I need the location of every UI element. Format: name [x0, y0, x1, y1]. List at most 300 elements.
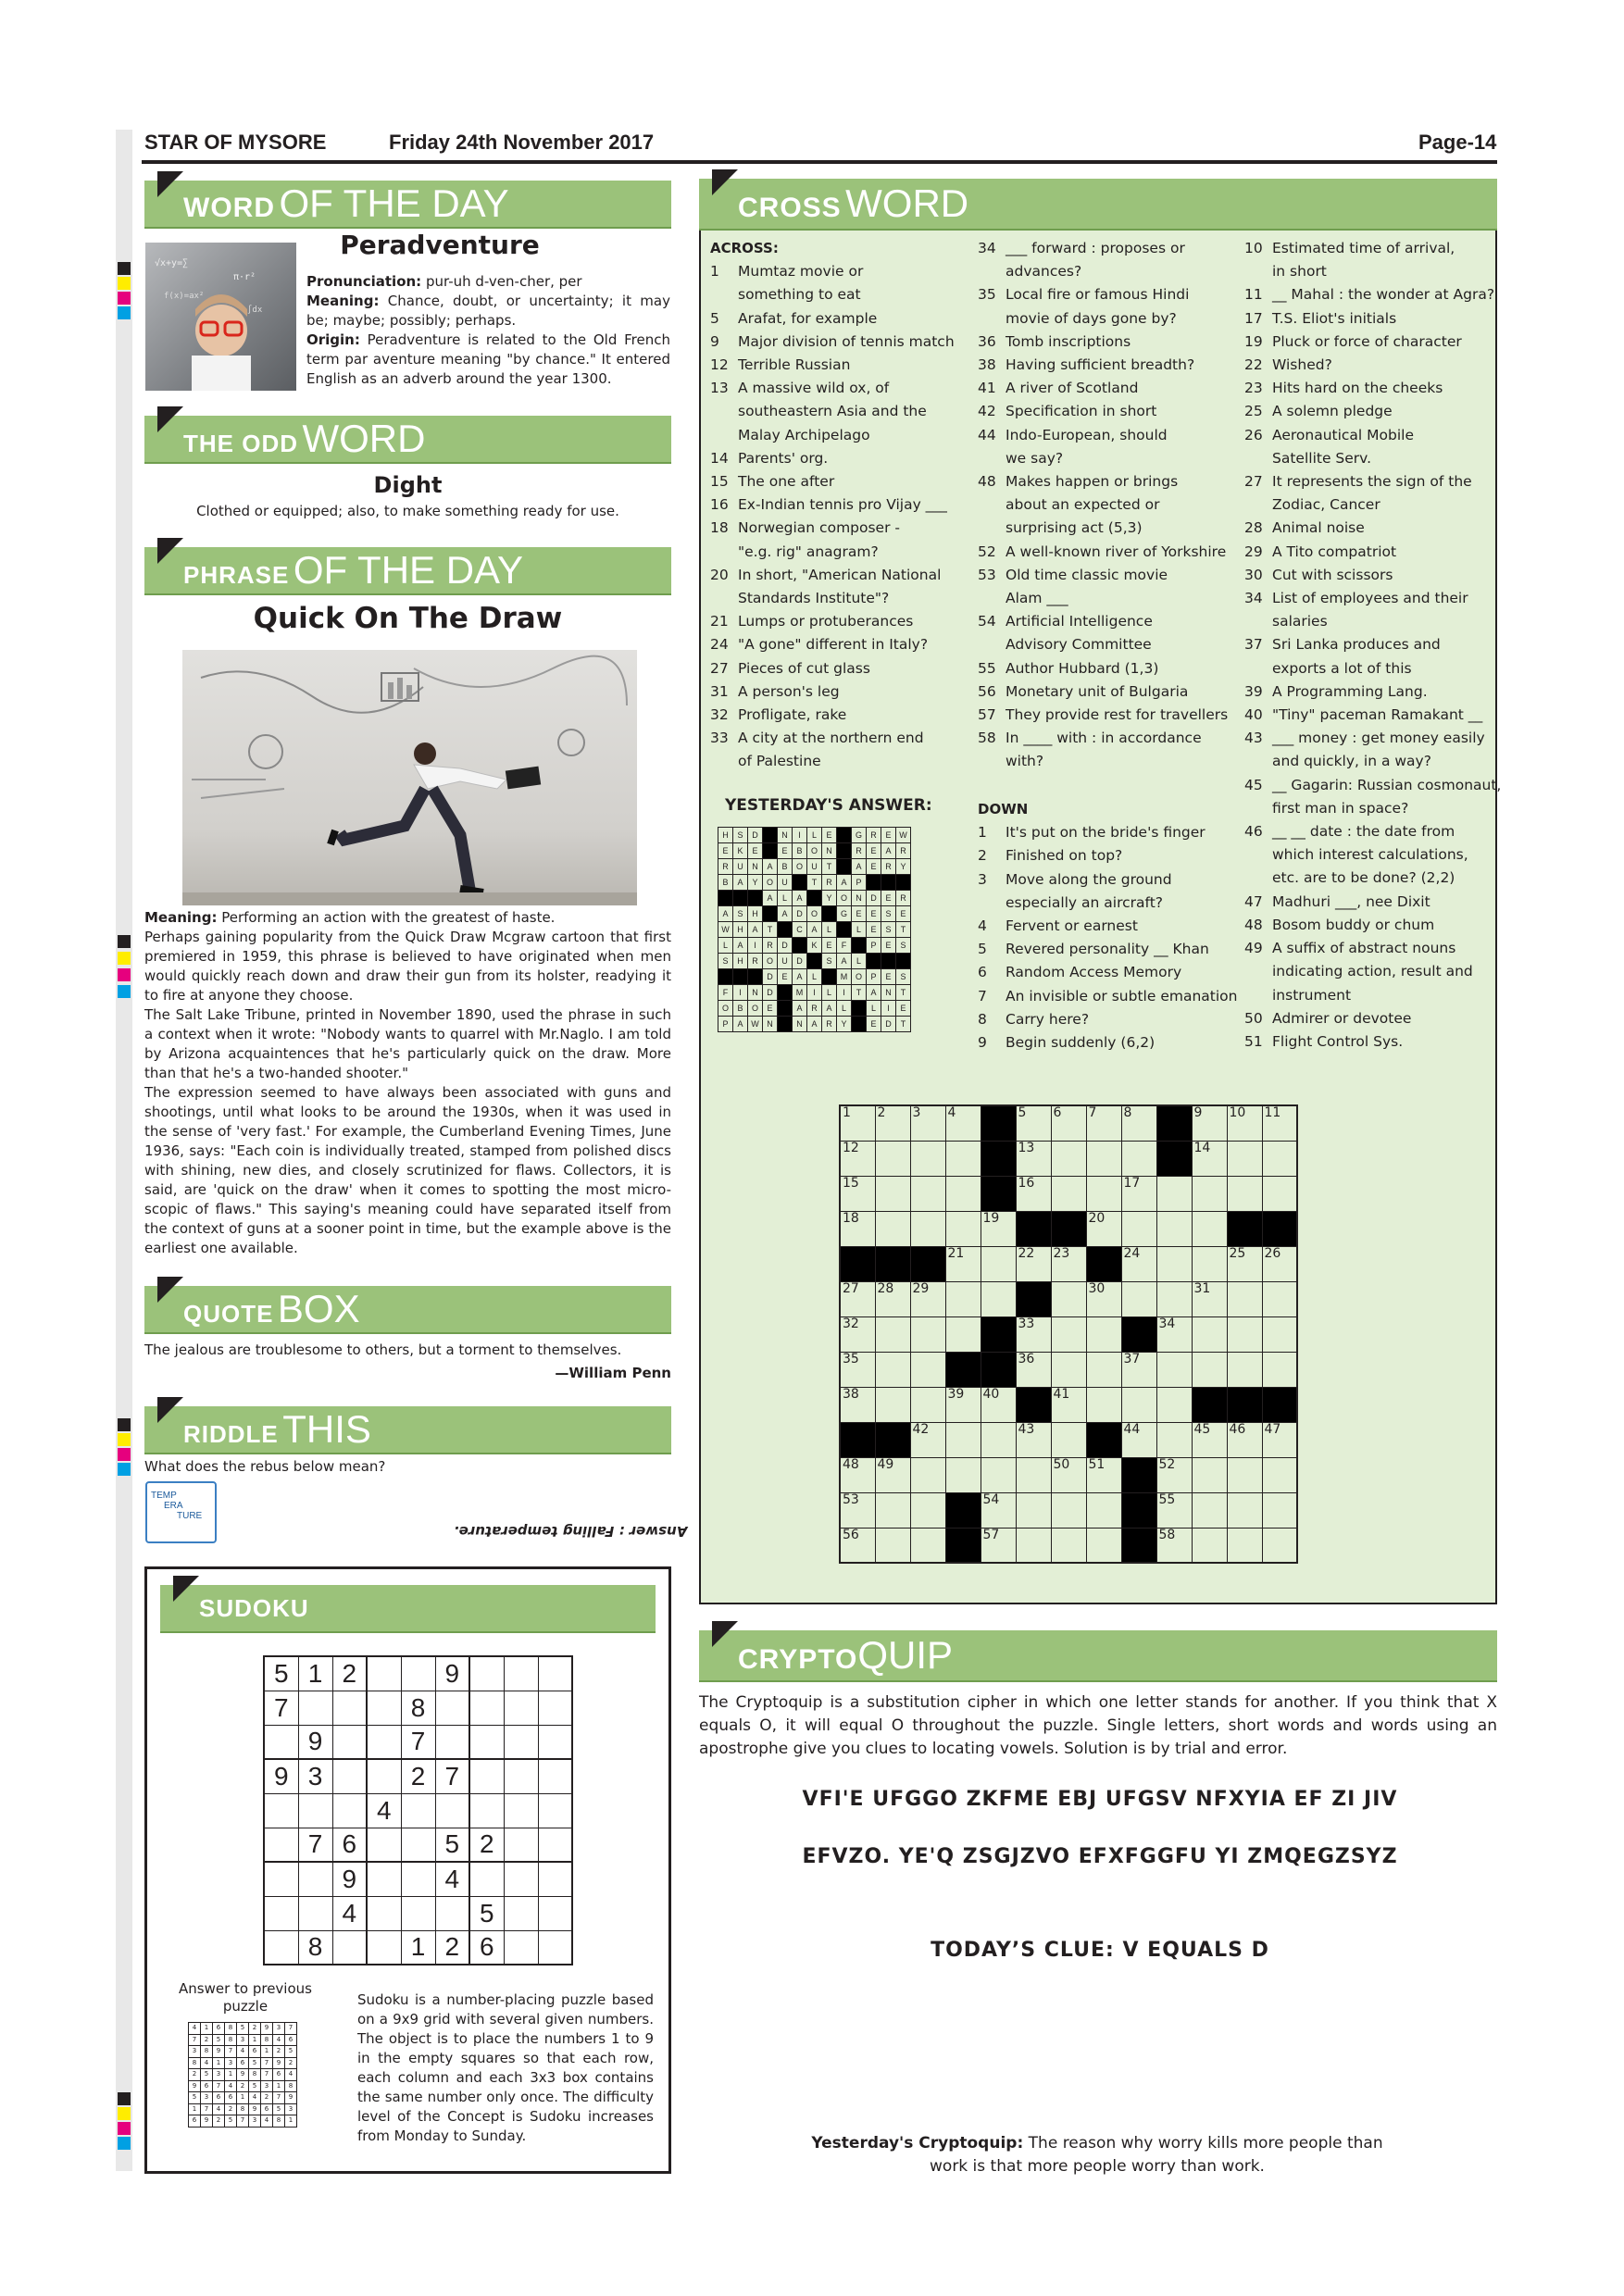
- crossword-cell[interactable]: 9: [1192, 1105, 1227, 1141]
- crossword-cell[interactable]: 49: [875, 1457, 910, 1492]
- answer-cell: E: [896, 1001, 911, 1017]
- sudoku-cell[interactable]: [538, 1793, 572, 1828]
- sudoku-cell[interactable]: [504, 1862, 538, 1896]
- crossword-cell[interactable]: 22: [1016, 1246, 1051, 1281]
- sudoku-cell[interactable]: [332, 1725, 367, 1759]
- sudoku-cell[interactable]: [332, 1759, 367, 1793]
- crossword-cell[interactable]: 10: [1227, 1105, 1262, 1141]
- clue-number: 52: [978, 543, 996, 560]
- sudoku-cell[interactable]: [401, 1828, 435, 1862]
- sudoku-cell[interactable]: [332, 1691, 367, 1725]
- cryptoquip-line-1: VFI'E UFGGO ZKFME EBJ UFGSV NFXYIA EF ZI JIV: [802, 1788, 1398, 1811]
- crossword-cell[interactable]: [1086, 1352, 1121, 1387]
- answer-cell: R: [807, 1001, 822, 1017]
- sudoku-cell[interactable]: 5: [264, 1656, 298, 1691]
- crossword-cell[interactable]: [945, 1211, 981, 1246]
- sudoku-cell[interactable]: 2: [401, 1759, 435, 1793]
- crossword-cell[interactable]: [1262, 1281, 1297, 1316]
- sudoku-cell: 3: [273, 2023, 285, 2035]
- crossword-cell[interactable]: [1016, 1492, 1051, 1528]
- crossword-block-cell: [1086, 1422, 1121, 1457]
- sudoku-cell[interactable]: [504, 1793, 538, 1828]
- crossword-cell[interactable]: 18: [840, 1211, 875, 1246]
- sudoku-cell[interactable]: 7: [298, 1828, 332, 1862]
- answer-cell: [896, 875, 911, 891]
- answer-cell: P: [867, 969, 881, 985]
- clue-number: 43: [1244, 730, 1263, 747]
- sudoku-cell: 5: [201, 2069, 213, 2081]
- sudoku-cell[interactable]: [538, 1896, 572, 1930]
- crossword-cell[interactable]: 35: [840, 1352, 875, 1387]
- crossword-cell[interactable]: [1156, 1176, 1192, 1211]
- sudoku-cell[interactable]: [367, 1691, 401, 1725]
- sudoku-cell[interactable]: 2: [332, 1656, 367, 1691]
- crossword-cell[interactable]: [945, 1422, 981, 1457]
- crossword-cell[interactable]: 48: [840, 1457, 875, 1492]
- sudoku-cell[interactable]: 5: [435, 1828, 469, 1862]
- crossword-cell[interactable]: 31: [1192, 1281, 1227, 1316]
- sudoku-cell[interactable]: [401, 1862, 435, 1896]
- crossword-block-cell: [1051, 1211, 1086, 1246]
- sudoku-cell[interactable]: 7: [435, 1759, 469, 1793]
- sudoku-cell[interactable]: 9: [435, 1656, 469, 1691]
- crossword-cell[interactable]: 19: [981, 1211, 1016, 1246]
- sudoku-cell[interactable]: 7: [264, 1691, 298, 1725]
- crossword-cell[interactable]: [1051, 1492, 1086, 1528]
- sudoku-cell[interactable]: 9: [264, 1759, 298, 1793]
- answer-cell: [748, 891, 763, 906]
- answer-cell: [763, 843, 778, 859]
- crossword-cell[interactable]: [1192, 1176, 1227, 1211]
- crossword-cell[interactable]: [910, 1457, 945, 1492]
- sudoku-cell[interactable]: [367, 1896, 401, 1930]
- clue-number: 13: [710, 380, 729, 397]
- crossword-cell[interactable]: 11: [1262, 1105, 1297, 1141]
- crossword-cell[interactable]: [910, 1211, 945, 1246]
- sudoku-cell[interactable]: 4: [332, 1896, 367, 1930]
- sudoku-cell[interactable]: [435, 1725, 469, 1759]
- crossword-cell[interactable]: [875, 1528, 910, 1563]
- crossword-cell[interactable]: [1156, 1246, 1192, 1281]
- sudoku-cell[interactable]: 4: [435, 1862, 469, 1896]
- crossword-cell[interactable]: [1121, 1211, 1156, 1246]
- crossword-cell[interactable]: 39: [945, 1387, 981, 1422]
- crossword-cell[interactable]: [1051, 1528, 1086, 1563]
- crossword-cell[interactable]: [875, 1176, 910, 1211]
- crossword-cell[interactable]: [1192, 1211, 1227, 1246]
- sudoku-cell[interactable]: 6: [469, 1930, 504, 1965]
- clue-number: 9: [710, 332, 719, 350]
- clue-line: 49 A suffix of abstract nouns: [1244, 937, 1501, 960]
- crossword-cell[interactable]: [1262, 1316, 1297, 1352]
- crossword-cell[interactable]: [1227, 1457, 1262, 1492]
- crossword-cell[interactable]: [875, 1141, 910, 1176]
- sudoku-bar: SUDOKU: [160, 1585, 656, 1633]
- sudoku-cell[interactable]: 9: [332, 1862, 367, 1896]
- sudoku-cell[interactable]: [435, 1793, 469, 1828]
- sudoku-cell[interactable]: [264, 1725, 298, 1759]
- clue-line: 15 The one after: [710, 470, 955, 493]
- crossword-block-cell: [945, 1528, 981, 1563]
- crossword-cell[interactable]: [1086, 1492, 1121, 1528]
- crossword-cell[interactable]: [910, 1176, 945, 1211]
- answer-cell: E: [718, 843, 733, 859]
- sudoku-cell[interactable]: [469, 1725, 504, 1759]
- crossword-cell[interactable]: 40: [981, 1387, 1016, 1422]
- crossword-cell[interactable]: 12: [840, 1141, 875, 1176]
- crossword-cell[interactable]: 25: [1227, 1246, 1262, 1281]
- sudoku-cell[interactable]: [469, 1862, 504, 1896]
- clue-line: and quickly, in a way?: [1272, 753, 1431, 770]
- color-mark: [118, 1463, 131, 1476]
- crossword-cell[interactable]: 20: [1086, 1211, 1121, 1246]
- sudoku-cell: 2: [189, 2069, 201, 2081]
- crossword-cell[interactable]: [1051, 1281, 1086, 1316]
- crossword-cell[interactable]: [875, 1387, 910, 1422]
- crossword-cell[interactable]: 42: [910, 1422, 945, 1457]
- crossword-cell[interactable]: [1051, 1176, 1086, 1211]
- crossword-cell[interactable]: 14: [1192, 1141, 1227, 1176]
- crossword-cell[interactable]: [910, 1316, 945, 1352]
- answer-cell: R: [763, 938, 778, 954]
- crossword-cell[interactable]: [1156, 1211, 1192, 1246]
- crossword-cell[interactable]: 27: [840, 1281, 875, 1316]
- crossword-cell[interactable]: [1192, 1352, 1227, 1387]
- crossword-cell[interactable]: [1086, 1141, 1121, 1176]
- crossword-cell[interactable]: 46: [1227, 1422, 1262, 1457]
- sudoku-cell[interactable]: [538, 1930, 572, 1965]
- crossword-cell[interactable]: [1016, 1457, 1051, 1492]
- sudoku-cell: 7: [261, 2069, 273, 2081]
- crossword-cell[interactable]: 45: [1192, 1422, 1227, 1457]
- crossword-cell[interactable]: 41: [1051, 1387, 1086, 1422]
- crossword-cell[interactable]: [1051, 1422, 1086, 1457]
- sudoku-cell[interactable]: [298, 1793, 332, 1828]
- word-of-day-bar: WORD OF THE DAY: [144, 181, 671, 229]
- crossword-cell[interactable]: 38: [840, 1387, 875, 1422]
- crossword-cell[interactable]: 32: [840, 1316, 875, 1352]
- sudoku-cell[interactable]: [298, 1691, 332, 1725]
- sudoku-cell[interactable]: [504, 1691, 538, 1725]
- sudoku-cell[interactable]: [504, 1930, 538, 1965]
- sudoku-cell[interactable]: 9: [298, 1725, 332, 1759]
- sudoku-cell[interactable]: [367, 1759, 401, 1793]
- crossword-cell[interactable]: [910, 1528, 945, 1563]
- sudoku-cell[interactable]: [264, 1930, 298, 1965]
- crossword-cell[interactable]: [1051, 1316, 1086, 1352]
- crossword-bar: CROSS WORD: [699, 179, 1497, 231]
- sudoku-cell[interactable]: [469, 1691, 504, 1725]
- crossword-cell[interactable]: [910, 1492, 945, 1528]
- sudoku-cell[interactable]: [469, 1793, 504, 1828]
- crossword-cell[interactable]: 6: [1051, 1105, 1086, 1141]
- crossword-cell[interactable]: [981, 1457, 1016, 1492]
- crossword-cell[interactable]: [1051, 1141, 1086, 1176]
- crossword-cell[interactable]: [1086, 1528, 1121, 1563]
- sudoku-cell[interactable]: [538, 1691, 572, 1725]
- crossword-cell[interactable]: [1262, 1352, 1297, 1387]
- sudoku-cell[interactable]: [538, 1656, 572, 1691]
- crossword-cell[interactable]: 57: [981, 1528, 1016, 1563]
- crossword-cell[interactable]: 43: [1016, 1422, 1051, 1457]
- crossword-cell[interactable]: [1227, 1528, 1262, 1563]
- sudoku-cell[interactable]: [538, 1862, 572, 1896]
- sudoku-cell[interactable]: [332, 1930, 367, 1965]
- crossword-cell[interactable]: 15: [840, 1176, 875, 1211]
- sudoku-cell[interactable]: [264, 1862, 298, 1896]
- sudoku-cell[interactable]: [538, 1759, 572, 1793]
- crossword-cell[interactable]: [1262, 1141, 1297, 1176]
- answer-cell: [718, 969, 733, 985]
- sudoku-cell[interactable]: [298, 1862, 332, 1896]
- sudoku-cell: 9: [201, 2115, 213, 2128]
- clue-line: 28 Animal noise: [1244, 517, 1501, 540]
- color-mark: [118, 952, 131, 965]
- crossword-cell[interactable]: 16: [1016, 1176, 1051, 1211]
- clue-line: about an expected or: [1006, 496, 1160, 514]
- crossword-cell[interactable]: 2: [875, 1105, 910, 1141]
- riddle-question: What does the rebus below mean?: [144, 1458, 386, 1475]
- crossword-block-cell: [1227, 1387, 1262, 1422]
- yesterday-answer-grid: [718, 827, 911, 1032]
- clue-number: 38: [978, 356, 996, 374]
- sudoku-cell[interactable]: [367, 1656, 401, 1691]
- word-of-day-details: Pronunciation: pur-uh d-ven-cher, per Meaning: Chance, doubt, or uncertainty; it may be; maybe; possibly; perhaps. Origin: Peradventure is related to the Old French term par aventure meaning "by chance." It entered English as an adverb around the year 1300.: [306, 273, 670, 387]
- answer-cell: [896, 954, 911, 969]
- crossword-cell[interactable]: [1192, 1246, 1227, 1281]
- answer-cell: A: [837, 875, 852, 891]
- crossword-cell[interactable]: 52: [1156, 1457, 1192, 1492]
- sudoku-cell: 4: [213, 2103, 225, 2115]
- clue-line: 10 Estimated time of arrival,: [1244, 237, 1501, 260]
- crossword-cell[interactable]: [945, 1141, 981, 1176]
- sudoku-cell[interactable]: [332, 1793, 367, 1828]
- sudoku-prev-label: Answer to previous puzzle: [179, 1980, 312, 2015]
- crossword-cell[interactable]: 34: [1156, 1316, 1192, 1352]
- clue-number: 27: [710, 659, 729, 677]
- crossword-cell[interactable]: [875, 1492, 910, 1528]
- crossword-cell[interactable]: [981, 1281, 1016, 1316]
- crossword-cell[interactable]: [1227, 1281, 1262, 1316]
- crossword-cell[interactable]: 55: [1156, 1492, 1192, 1528]
- clue-number: 3: [978, 870, 987, 888]
- sudoku-cell[interactable]: [367, 1930, 401, 1965]
- crossword-cell[interactable]: [1262, 1528, 1297, 1563]
- answer-cell: [778, 922, 793, 938]
- sudoku-cell[interactable]: 5: [469, 1896, 504, 1930]
- sudoku-cell[interactable]: [538, 1828, 572, 1862]
- clue-number: 37: [1244, 636, 1263, 654]
- crossword-cell[interactable]: 54: [981, 1492, 1016, 1528]
- sudoku-cell[interactable]: [504, 1759, 538, 1793]
- sudoku-cell[interactable]: [538, 1725, 572, 1759]
- sudoku-cell[interactable]: 7: [401, 1725, 435, 1759]
- sudoku-cell[interactable]: [504, 1828, 538, 1862]
- svg-text:∫dx: ∫dx: [247, 306, 263, 315]
- color-mark: [118, 2137, 131, 2150]
- crossword-cell[interactable]: [1121, 1281, 1156, 1316]
- crossword-cell[interactable]: 47: [1262, 1422, 1297, 1457]
- crossword-cell[interactable]: [1192, 1457, 1227, 1492]
- sudoku-cell: 5: [213, 2034, 225, 2046]
- crossword-cell[interactable]: [1192, 1492, 1227, 1528]
- crossword-cell[interactable]: 4: [945, 1105, 981, 1141]
- answer-cell: F: [837, 938, 852, 954]
- crossword-cell[interactable]: [1156, 1422, 1192, 1457]
- clue-line: 3 Move along the ground: [978, 868, 1237, 892]
- crossword-cell[interactable]: [1227, 1492, 1262, 1528]
- crossword-cell[interactable]: [1086, 1176, 1121, 1211]
- across-clues-col1: ACROSS: 1 Mumtaz movie or something to eat 5 Arafat, for example 9 Major division of tennis match 12 Terrible Russian 13 A massive wild ox, of southeastern Asia and the Malay Archipelago 14 Parents' org. 15 The one after 16 Ex-Indian tennis pro Vijay ___ 18 Norwegian composer - "e.g. rig" anagram? 20 In short, "American National Standards Institute"? 21 Lumps or protuberances 24 "A gone" different in Italy? 27 Pieces of cut glass 31 A person's leg 32 Profligate, rake 33 A city at the northern end of Palestine: [710, 237, 955, 774]
- crossword-cell[interactable]: [875, 1352, 910, 1387]
- crossword-cell[interactable]: 51: [1086, 1457, 1121, 1492]
- clue-number: 40: [1244, 706, 1263, 724]
- riddle-bar: RIDDLE THIS: [144, 1406, 671, 1454]
- sudoku-cell[interactable]: 8: [401, 1691, 435, 1725]
- crossword-cell[interactable]: [1016, 1528, 1051, 1563]
- crossword-cell[interactable]: 28: [875, 1281, 910, 1316]
- sudoku-cell[interactable]: 3: [298, 1759, 332, 1793]
- sudoku-cell[interactable]: [401, 1793, 435, 1828]
- crossword-cell[interactable]: [1227, 1141, 1262, 1176]
- crossword-cell[interactable]: 53: [840, 1492, 875, 1528]
- crossword-cell[interactable]: [981, 1246, 1016, 1281]
- sudoku-cell[interactable]: [469, 1759, 504, 1793]
- crossword-cell[interactable]: [981, 1422, 1016, 1457]
- clue-line: 48 Bosom buddy or chum: [1244, 914, 1501, 937]
- crossword-cell[interactable]: [945, 1457, 981, 1492]
- clue-number: 5: [710, 309, 719, 327]
- crossword-cell[interactable]: [1227, 1352, 1262, 1387]
- answer-cell: L: [822, 985, 837, 1001]
- crossword-cell[interactable]: 50: [1051, 1457, 1086, 1492]
- crossword-cell[interactable]: [910, 1387, 945, 1422]
- clue-line: 14 Parents' org.: [710, 447, 955, 470]
- sudoku-cell[interactable]: [435, 1896, 469, 1930]
- crossword-cell[interactable]: 13: [1016, 1141, 1051, 1176]
- crossword-cell[interactable]: [1121, 1387, 1156, 1422]
- clue-line: which interest calculations,: [1272, 846, 1468, 864]
- sudoku-cell[interactable]: [264, 1828, 298, 1862]
- crossword-cell[interactable]: 1: [840, 1105, 875, 1141]
- sudoku-cell[interactable]: [367, 1725, 401, 1759]
- sudoku-cell[interactable]: 2: [469, 1828, 504, 1862]
- crossword-cell[interactable]: 17: [1121, 1176, 1156, 1211]
- crossword-cell[interactable]: [875, 1211, 910, 1246]
- sudoku-cell[interactable]: 1: [298, 1656, 332, 1691]
- sudoku-cell: 7: [201, 2103, 213, 2115]
- crossword-cell[interactable]: 58: [1156, 1528, 1192, 1563]
- crossword-cell[interactable]: 3: [910, 1105, 945, 1141]
- sudoku-cell[interactable]: [298, 1896, 332, 1930]
- answer-cell: E: [867, 1017, 881, 1032]
- sudoku-cell[interactable]: 2: [435, 1930, 469, 1965]
- crossword-cell[interactable]: [945, 1316, 981, 1352]
- answer-cell: D: [778, 938, 793, 954]
- crossword-cell[interactable]: [1156, 1281, 1192, 1316]
- crossword-cell[interactable]: [1156, 1387, 1192, 1422]
- sudoku-cell: 9: [189, 2080, 201, 2092]
- crossword-cell[interactable]: [945, 1281, 981, 1316]
- crossword-cell[interactable]: [910, 1352, 945, 1387]
- sudoku-cell[interactable]: 6: [332, 1828, 367, 1862]
- clue-line: 34 ___ forward : proposes or: [978, 237, 1228, 260]
- sudoku-cell[interactable]: [367, 1862, 401, 1896]
- crossword-cell[interactable]: [1262, 1492, 1297, 1528]
- sudoku-cell: 7: [213, 2080, 225, 2092]
- clue-line: 33 A city at the northern end: [710, 727, 955, 750]
- answer-cell: [778, 1001, 793, 1017]
- crossword-cell[interactable]: [1156, 1352, 1192, 1387]
- crossword-cell[interactable]: 5: [1016, 1105, 1051, 1141]
- sudoku-cell[interactable]: [367, 1828, 401, 1862]
- crossword-cell[interactable]: 21: [945, 1246, 981, 1281]
- crossword-block-cell: [1227, 1211, 1262, 1246]
- crossword-cell[interactable]: 33: [1016, 1316, 1051, 1352]
- crossword-cell[interactable]: 56: [840, 1528, 875, 1563]
- crossword-cell[interactable]: 26: [1262, 1246, 1297, 1281]
- answer-cell: S: [896, 969, 911, 985]
- sudoku-cell[interactable]: [264, 1793, 298, 1828]
- answer-cell: O: [837, 891, 852, 906]
- sudoku-cell[interactable]: [401, 1656, 435, 1691]
- crossword-cell[interactable]: [1086, 1387, 1121, 1422]
- answer-cell: B: [733, 1001, 748, 1017]
- sudoku-cell[interactable]: 8: [298, 1930, 332, 1965]
- sudoku-cell: 9: [249, 2103, 261, 2115]
- crossword-cell[interactable]: 7: [1086, 1105, 1121, 1141]
- crossword-cell[interactable]: 23: [1051, 1246, 1086, 1281]
- sudoku-cell[interactable]: [469, 1656, 504, 1691]
- sudoku-cell[interactable]: [504, 1656, 538, 1691]
- crossword-cell[interactable]: [945, 1176, 981, 1211]
- crossword-cell[interactable]: [1262, 1176, 1297, 1211]
- answer-cell: D: [881, 1017, 896, 1032]
- clue-number: 19: [1244, 332, 1263, 350]
- crossword-cell[interactable]: [875, 1316, 910, 1352]
- crossword-cell[interactable]: [1262, 1457, 1297, 1492]
- sudoku-cell[interactable]: 1: [401, 1930, 435, 1965]
- crossword-cell[interactable]: 44: [1121, 1422, 1156, 1457]
- answer-cell: U: [733, 859, 748, 875]
- answer-cell: [778, 1017, 793, 1032]
- clue-line: 5 Revered personality __ Khan: [978, 938, 1237, 961]
- crossword-cell[interactable]: [1086, 1316, 1121, 1352]
- sudoku-cell[interactable]: [435, 1691, 469, 1725]
- crossword-cell[interactable]: 36: [1016, 1352, 1051, 1387]
- crossword-cell[interactable]: [1227, 1316, 1262, 1352]
- crossword-cell[interactable]: 8: [1121, 1105, 1156, 1141]
- crossword-cell[interactable]: [1227, 1176, 1262, 1211]
- sudoku-cell[interactable]: [504, 1896, 538, 1930]
- sudoku-cell[interactable]: [264, 1896, 298, 1930]
- sudoku-cell[interactable]: [401, 1896, 435, 1930]
- crossword-cell[interactable]: 37: [1121, 1352, 1156, 1387]
- crossword-cell[interactable]: [1192, 1316, 1227, 1352]
- color-mark: [118, 968, 131, 981]
- crossword-cell[interactable]: 24: [1121, 1246, 1156, 1281]
- crossword-cell[interactable]: 30: [1086, 1281, 1121, 1316]
- crossword-cell[interactable]: [1121, 1141, 1156, 1176]
- phrase-image: [182, 650, 637, 905]
- crossword-cell[interactable]: [910, 1141, 945, 1176]
- crossword-cell[interactable]: 29: [910, 1281, 945, 1316]
- sudoku-cell: 2: [237, 2080, 249, 2092]
- sudoku-cell[interactable]: 4: [367, 1793, 401, 1828]
- sudoku-cell[interactable]: [504, 1725, 538, 1759]
- crossword-cell[interactable]: [1051, 1352, 1086, 1387]
- crossword-cell[interactable]: [1192, 1528, 1227, 1563]
